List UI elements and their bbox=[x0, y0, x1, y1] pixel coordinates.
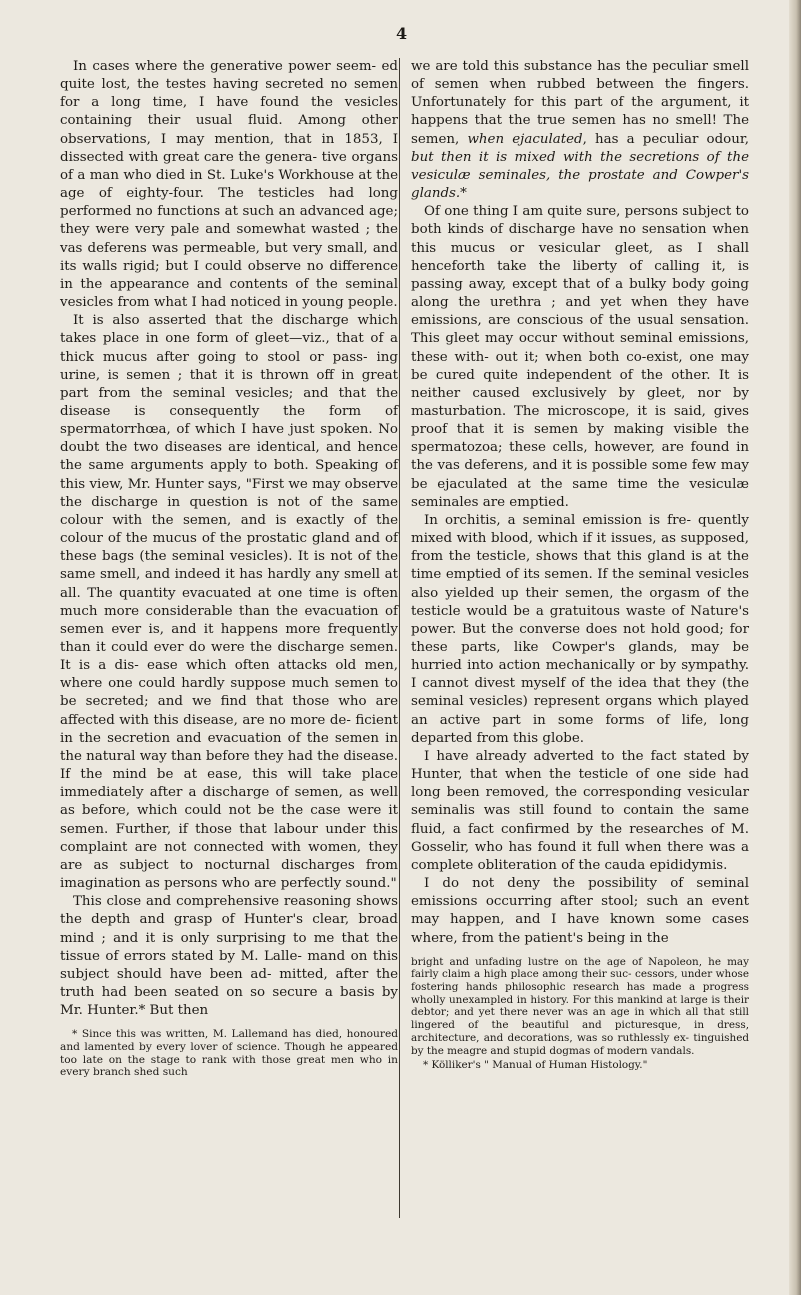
paragraph: It is also asserted that the discharge which takes place in one form of gleet—viz., that of a thick mucus after going to stool or pass- ing urine, is semen ; that it is thrown off in great part from the seminal vesicles; and that the disease is consequently the form of spermatorrhœa, of which I have just spoken. No doubt the two diseases are identical, and hence the same arguments apply to both. Speaking of this view, Mr. Hunter says, "First we may observe the discharge in question is not of the same colour with the semen, and is exactly of the colour of the mucus of the prostatic gland and of these bags (the seminal vesicles). It is not of the same smell, and indeed it has hardly any smell at all. The quantity evacuated at one time is often much more considerable than the evacuation of semen ever is, and it happens more frequently than it could ever do were the discharge semen. It is a dis- ease which often attacks old men, where one could hardly suppose much semen to be secreted; and we find that those who are affected with this disease, are no more de- ficient in the secretion and evacuation of the semen in the natural way than before they had the disease. If the mind be at ease, this will take place immediately after a discharge of semen, as well as before, which could not be the case were it semen. Further, if those that labour under this complaint are not connected with women, they are as subject to nocturnal discharges from imagination as persons who are perfectly sound." bbox=[60, 313, 399, 892]
footnote: * Kölliker's " Manual of Human Histology." bbox=[423, 1059, 648, 1072]
paragraph: In orchitis, a seminal emission is fre- quently mixed with blood, which if it issues, as supposed, from the testicle, shows that this gland is at the time emptied of its semen. If the seminal vesicles also yielded up their semen, the orgasm of the testicle would be a gratuitous waste of Nature's power. But the converse does not hold good; for these parts, like Cowper's glands, may be hurried into action mechanically or by sympathy. I cannot divest myself of the idea that they (the seminal vesicles) represent organs which played an active part in some forms of life, long departed from this globe. bbox=[411, 512, 749, 746]
page-edge-shadow bbox=[789, 0, 801, 1295]
paragraph: This close and comprehensive reasoning shows the depth and grasp of Hunter's clear, broad mind ; and it is only surprising to me that the tissue of errors stated by M. Lalle- mand on this subject should have been ad- mitted, after the truth had been seated on so secure a basis by Mr. Hunter.* But then bbox=[60, 894, 398, 1019]
footnote: * Since this was written, M. Lallemand has died, honoured and lamented by every lover of science. Though he appeared too late on the stage to rank with those great men who in every branch shed such bbox=[60, 1028, 398, 1079]
page-number: 4 bbox=[396, 24, 408, 43]
left-column bbox=[60, 58, 398, 1079]
footnote-continued: bright and unfading lustre on the age of Napoleon, he may fairly claim a high place among their suc- cessors, under whose fostering hands philosophic research has made a progress wholly unexampled in history. For this mankind at large is their debtor; and yet there never was an age in which all that still lingered of the beautiful and picturesque, in dress, architecture, and decorations, was so ruthlessly ex- tinguished by the meagre and stupid dogmas of modern vandals. bbox=[411, 955, 749, 1057]
paragraph: In cases where the generative power seem- ed quite lost, the testes having secreted no semen for a long time, I have found the vesicles containing their usual fluid. Among other observations, I may mention, that in 1853, I dissected with great care the genera- tive organs of a man who died in St. Luke's Workhouse at the age of eighty-four. The testicles had long performed no functions at such an advanced age; they were very pale and somewhat wasted ; the vas deferens was permeable, but very small, and its walls rigid; but I could observe no difference in the appearance and contents of the seminal vesicles from what I had noticed in young people. bbox=[60, 59, 398, 311]
paragraph: I have already adverted to the fact stated by Hunter, that when the testicle of one side had long been removed, the corresponding vesicular seminalis was still found to contain the same fluid, a fact confirmed by the researches of M. Gosselir, who has found it full when there was a complete obliteration of the cauda epididymis. bbox=[411, 748, 749, 873]
column-divider bbox=[399, 58, 400, 1218]
paragraph: Of one thing I am quite sure, persons subject to both kinds of discharge have no sensation when this mucus or vesicular gleet, as I shall henceforth take the liberty of calling it, is passing away, except that of a bulky body going along the urethra ; and yet when they have emissions, are conscious of the usual sensation. This gleet may occur without seminal emissions, these with- out it; when both co-exist, one may be cured quite independent of the other. It is neither caused exclusively by gleet, nor by masturbation. The microscope, it is said, gives proof that it is semen by making visible the spermatozoa; these cells, however, are found in the vas deferens, and it is possible some few may be ejaculated at the same time the vesiculæ seminales are emptied. bbox=[411, 204, 749, 510]
paragraph: we are told this substance has the peculiar smell of semen when rubbed between the fingers. Unfortunately for this part of the argument, it happens that the true semen has no smell! The semen, when ejaculated, has a peculiar odour, but then it is mixed with the secretions of the vesiculæ seminales, the prostate and Cowper's glands.* bbox=[411, 59, 750, 202]
paragraph: I do not deny the possibility of seminal emissions occurring after stool; such an event may happen, and I have known some cases where, from the patient's being in the bbox=[411, 876, 749, 946]
right-column bbox=[411, 58, 749, 1072]
